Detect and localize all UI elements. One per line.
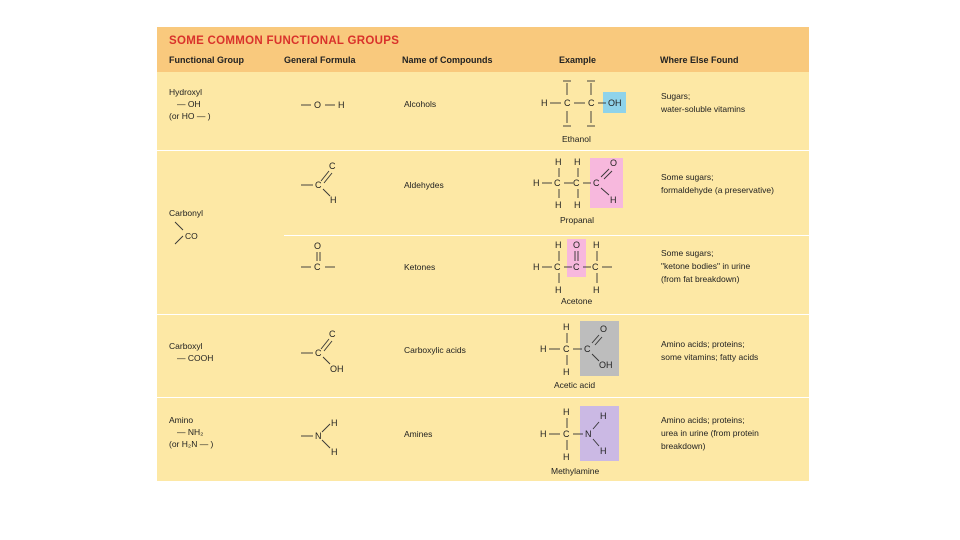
group-name-carbonyl: Carbonyl bbox=[169, 208, 204, 218]
compound-name-amines: Amines bbox=[404, 429, 433, 439]
svg-text:N: N bbox=[585, 429, 592, 439]
svg-text:H: H bbox=[555, 240, 562, 250]
general-formula-amino bbox=[297, 412, 357, 460]
svg-text:H: H bbox=[574, 200, 581, 210]
row-separator bbox=[157, 150, 809, 151]
group-formula-carboxyl: — COOH bbox=[177, 353, 214, 363]
row-separator bbox=[157, 397, 809, 398]
svg-text:H: H bbox=[330, 195, 337, 205]
example-structure-acetic-acid bbox=[537, 319, 627, 381]
svg-text:C: C bbox=[593, 178, 600, 188]
general-formula-carboxyl bbox=[297, 327, 367, 375]
where-found-carboxyl-2: some vitamins; fatty acids bbox=[661, 352, 759, 362]
where-found-aldehyde-2: formaldehyde (a preservative) bbox=[661, 185, 774, 195]
general-formula-hydroxyl bbox=[297, 97, 357, 113]
svg-text:C: C bbox=[564, 98, 571, 108]
svg-text:C: C bbox=[563, 429, 570, 439]
svg-text:H: H bbox=[540, 429, 547, 439]
where-found-ketone-3: (from fat breakdown) bbox=[661, 274, 740, 284]
svg-text:H: H bbox=[540, 344, 547, 354]
svg-text:C: C bbox=[554, 262, 561, 272]
svg-text:O: O bbox=[573, 240, 581, 250]
svg-text:C: C bbox=[588, 98, 595, 108]
where-found-amino-1: Amino acids; proteins; bbox=[661, 415, 745, 425]
col-name-of-compounds: Name of Compounds bbox=[402, 55, 493, 65]
group-formula-hydroxyl: — OH bbox=[177, 99, 201, 109]
where-found-amino-3: breakdown) bbox=[661, 441, 706, 451]
svg-text:C: C bbox=[592, 262, 599, 272]
svg-text:O: O bbox=[314, 100, 322, 110]
compound-name-aldehydes: Aldehydes bbox=[404, 180, 444, 190]
svg-text:H: H bbox=[338, 100, 345, 110]
functional-groups-table bbox=[157, 27, 809, 481]
svg-text:C: C bbox=[329, 329, 336, 339]
row-separator bbox=[284, 235, 809, 236]
example-structure-acetone bbox=[529, 237, 629, 301]
col-example: Example bbox=[559, 55, 597, 65]
group-alt-hydroxyl: (or HO — ) bbox=[169, 111, 211, 121]
compound-name-ketones: Ketones bbox=[404, 262, 436, 272]
general-formula-aldehyde bbox=[297, 159, 357, 207]
svg-text:H: H bbox=[533, 262, 540, 272]
svg-text:H: H bbox=[563, 452, 570, 462]
svg-text:C: C bbox=[573, 178, 580, 188]
svg-text:H: H bbox=[593, 240, 600, 250]
svg-text:H: H bbox=[574, 157, 581, 167]
svg-text:OH: OH bbox=[608, 98, 622, 108]
where-found-aldehyde-1: Some sugars; bbox=[661, 172, 714, 182]
col-where-else-found: Where Else Found bbox=[660, 55, 739, 65]
svg-text:C: C bbox=[584, 344, 591, 354]
svg-text:H: H bbox=[600, 446, 607, 456]
where-found-hydroxyl-1: Sugars; bbox=[661, 91, 691, 101]
svg-text:OH: OH bbox=[599, 360, 613, 370]
group-formula-carbonyl: CO bbox=[185, 231, 198, 241]
example-name-propanal: Propanal bbox=[560, 215, 595, 225]
compound-name-carboxylic-acids: Carboxylic acids bbox=[404, 345, 466, 355]
svg-text:O: O bbox=[610, 158, 618, 168]
example-name-acetone: Acetone bbox=[561, 296, 593, 306]
table-title: SOME COMMON FUNCTIONAL GROUPS bbox=[169, 35, 400, 47]
svg-text:H: H bbox=[533, 178, 540, 188]
svg-text:H: H bbox=[593, 285, 600, 295]
svg-text:C: C bbox=[315, 348, 322, 358]
group-formula-amino: — NH₂ bbox=[177, 427, 204, 437]
svg-text:C: C bbox=[563, 344, 570, 354]
svg-text:H: H bbox=[563, 407, 570, 417]
where-found-carboxyl-1: Amino acids; proteins; bbox=[661, 339, 745, 349]
svg-text:H: H bbox=[555, 157, 562, 167]
col-general-formula: General Formula bbox=[284, 55, 356, 65]
svg-text:OH: OH bbox=[330, 364, 344, 374]
group-name-hydroxyl: Hydroxyl bbox=[169, 87, 203, 97]
svg-text:H: H bbox=[555, 285, 562, 295]
general-formula-ketone bbox=[297, 239, 357, 275]
example-structure-propanal bbox=[529, 155, 629, 217]
col-functional-group: Functional Group bbox=[169, 55, 244, 65]
where-found-amino-2: urea in urine (from protein bbox=[661, 428, 759, 438]
svg-text:C: C bbox=[573, 262, 580, 272]
where-found-hydroxyl-2: water-soluble vitamins bbox=[661, 104, 746, 114]
where-found-ketone-1: Some sugars; bbox=[661, 248, 714, 258]
svg-text:C: C bbox=[315, 180, 322, 190]
group-alt-amino: (or H₂N — ) bbox=[169, 439, 214, 449]
svg-text:H: H bbox=[610, 195, 617, 205]
table-header bbox=[157, 27, 809, 72]
example-structure-methylamine bbox=[537, 404, 627, 466]
svg-text:H: H bbox=[541, 98, 548, 108]
compound-name-alcohols: Alcohols bbox=[404, 99, 437, 109]
svg-text:O: O bbox=[600, 324, 608, 334]
row-separator bbox=[157, 314, 809, 315]
svg-text:H: H bbox=[600, 411, 607, 421]
svg-text:O: O bbox=[314, 241, 322, 251]
example-name-methylamine: Methylamine bbox=[551, 466, 600, 476]
svg-text:H: H bbox=[331, 447, 338, 457]
example-name-ethanol: Ethanol bbox=[562, 134, 591, 144]
svg-text:C: C bbox=[554, 178, 561, 188]
svg-text:C: C bbox=[314, 262, 321, 272]
group-name-carboxyl: Carboxyl bbox=[169, 341, 203, 351]
example-name-acetic-acid: Acetic acid bbox=[554, 380, 596, 390]
example-structure-ethanol bbox=[537, 79, 637, 139]
group-name-amino: Amino bbox=[169, 415, 194, 425]
svg-text:N: N bbox=[315, 431, 322, 441]
where-found-ketone-2: "ketone bodies" in urine bbox=[661, 261, 751, 271]
svg-text:H: H bbox=[563, 322, 570, 332]
svg-text:H: H bbox=[331, 418, 338, 428]
svg-text:C: C bbox=[329, 161, 336, 171]
svg-text:H: H bbox=[563, 367, 570, 377]
svg-text:H: H bbox=[555, 200, 562, 210]
